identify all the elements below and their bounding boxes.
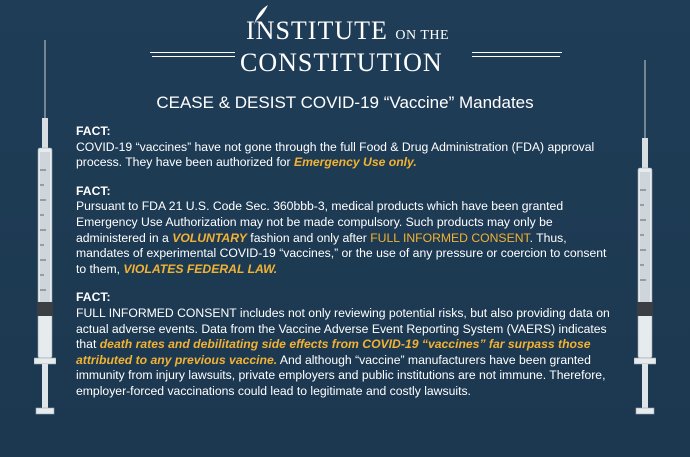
logo-rule [472,52,562,53]
fact-text: And although “vaccine” manufacturers have been granted immunity from injury lawsuits, private employers and public institutions are not immune. Therefore, employer-forced vaccinations could lead to legitimate and costly lawsuits. [76,352,606,398]
fact-heading: FACT: [76,124,111,138]
fact-text: . Thus, mandates of experimental COVID-19 “vaccines,” or the use of any pressure or coercion to consent to them, [76,230,607,276]
logo-rule [472,56,560,57]
fact-highlight: VOLUNTARY [172,230,247,245]
fact-highlight: VIOLATES FEDERAL LAW. [123,261,278,276]
institute-logo [240,8,470,78]
fact-heading: FACT: [76,290,111,305]
logo-cap-c: C [240,48,259,77]
logo-rule [152,56,235,57]
logo-cap-i: I [246,16,256,45]
logo-word-constitution: ONSTITUTION [258,48,443,77]
logo-word-on-the: ON THE [395,28,450,43]
page-title: CEASE & DESIST COVID-19 “Vaccine” Mandates [156,93,534,112]
logo-line-1 [246,16,449,46]
fact-text: COVID-19 “vaccines” have not gone through the full Food & Drug Administration (FDA) approval process. They have been authorized for [76,139,595,170]
logo-rule [150,52,235,53]
fact-text: FULL INFORMED CONSENT includes not only reviewing potential risks, but also providing data on actual adverse events. Data from the Vaccine Adverse Event Reporting System (VAERS) indicates that [76,305,610,352]
fact-section-1 [76,124,616,171]
fact-section-2 [76,184,616,278]
logo-word-institute: NSTITUTE [255,16,388,45]
fact-text: fashion and only after [246,230,371,245]
facts-content [76,124,616,410]
logo-line-2 [240,48,443,78]
fact-heading: FACT: [76,183,111,198]
fact-section-3 [76,290,616,399]
fact-highlight: death rates and debilitating side effects from COVID-19 “vaccines” far surpass those attributed to any previous vaccine. [76,337,591,367]
fact-text: Pursuant to FDA 21 U.S. Code Sec. 360bbb-3, medical products which have been granted Emergency Use Authorization may not be made compulsory. Such products may only be administered in a [76,199,564,245]
fact-highlight: Emergency Use only. [293,155,417,170]
fact-highlight: FULL INFORMED CONSENT [370,230,530,245]
